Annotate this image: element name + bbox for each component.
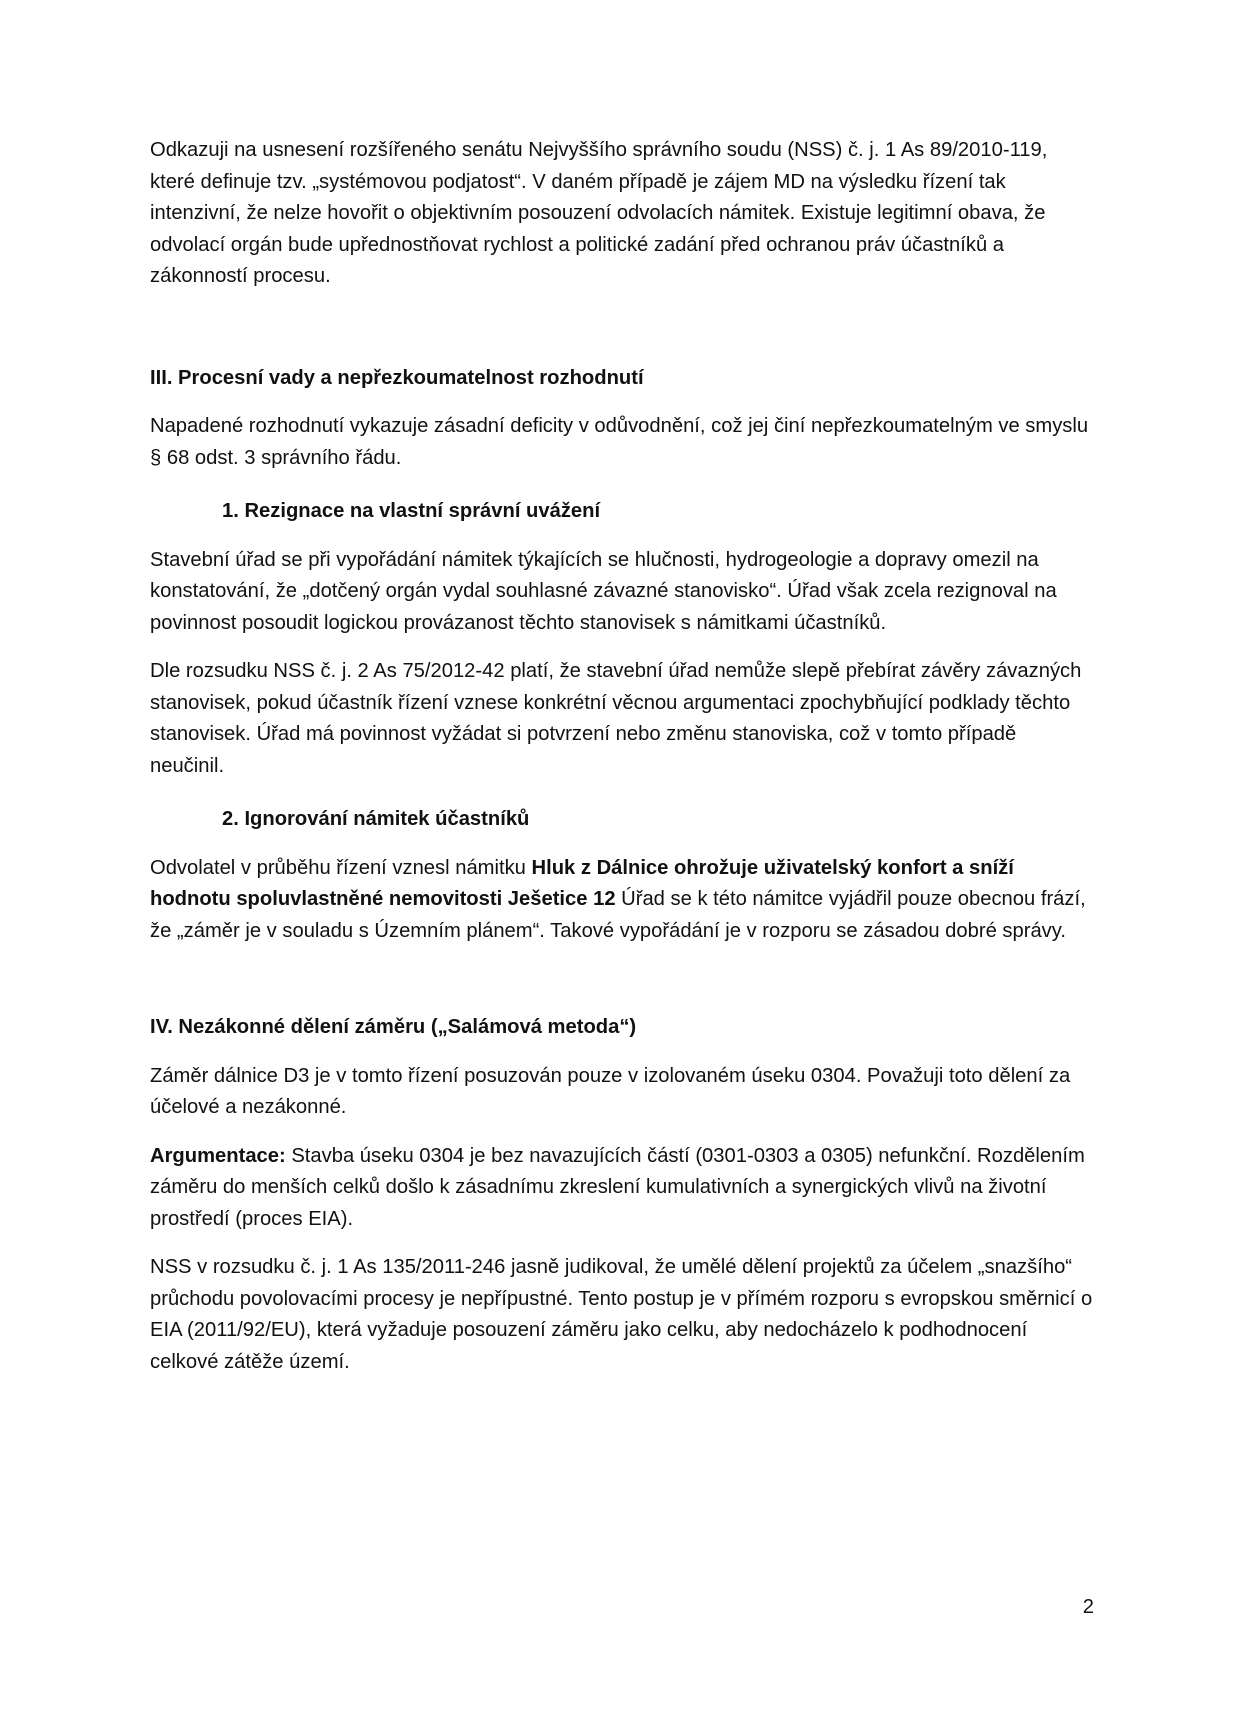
section-4-heading: IV. Nezákonné dělení záměru („Salámová metoda“) [150, 1016, 637, 1038]
section-3-heading: III. Procesní vady a nepřezkoumatelnost rozhodnutí [150, 366, 644, 389]
argument-text: Stavba úseku 0304 je bez navazujících částí (0301-0303 a 0305) nefunkční. Rozdělením záměru do menších celků došlo k zásadnímu zkreslení kumulativních a synergických vlivů na životní prostředí (proces EIA). [150, 1144, 1085, 1230]
section-4-paragraph-1: Záměr dálnice D3 je v tomto řízení posuzován pouze v izolovaném úseku 0304. Považuji toto dělení za účelové a nezákonné. [150, 1064, 1071, 1118]
argument-label: Argumentace: [150, 1144, 286, 1167]
objection-intro-text: Odvolatel v průběhu řízení vznesl námitku [150, 856, 532, 879]
document-page [150, 135, 1095, 1378]
objection-response-text: Úřad se k této námitce vyjádřil pouze obecnou frází, že „záměr je v souladu s Územním plánem“. Takové vypořádání je v rozporu se zásadou dobré správy. [150, 888, 1086, 942]
subsection-2-paragraph [150, 853, 1095, 948]
subsection-1-paragraph-1: Stavební úřad se při vypořádání námitek týkajících se hlučnosti, hydrogeologie a dopravy omezil na konstatování, že „dotčený orgán vydal souhlasné závazné stanovisko“. Úřad však zcela rezignoval na povinnost posoudit logickou provázanost těchto stanovisek s námitkami účastníků. [150, 548, 1057, 634]
subsection-1-heading: 1. Rezignace na vlastní správní uvážení [222, 500, 601, 522]
subsection-2-heading: 2. Ignorování námitek účastníků [222, 808, 530, 830]
section-3-intro: Napadené rozhodnutí vykazuje zásadní deficity v odůvodnění, což jej činí nepřezkoumatelným ve smyslu § 68 odst. 3 správního řádu. [150, 415, 1089, 469]
objection-quote: Hluk z Dálnice ohrožuje uživatelský konfort a sníží hodnotu spoluvlastněné nemovitosti Ješetice 12 [150, 856, 1014, 910]
intro-paragraph: Odkazuji na usnesení rozšířeného senátu Nejvyššího správního soudu (NSS) č. j. 1 As 89/2010-119, které definuje tzv. „systémovou podjatost“. V daném případě je zájem MD na výsledku řízení tak intenzivní, že nelze hovořit o objektivním posouzení odvolacích námitek. Existuje legitimní obava, že odvolací orgán bude upřednostňovat rychlost a politické zadání před ochranou práv účastníků a zákonností procesu. [150, 139, 1048, 287]
page-number: 2 [1082, 1596, 1094, 1618]
subsection-1-paragraph-2: Dle rozsudku NSS č. j. 2 As 75/2012-42 platí, že stavební úřad nemůže slepě přebírat závěry závazných stanovisek, pokud účastník řízení vznese konkrétní věcnou argumentaci zpochybňující podklady těchto stanovisek. Úřad má povinnost vyžádat si potvrzení nebo změnu stanoviska, což v tomto případě neučinil. [150, 660, 1082, 777]
section-4-paragraph-3: NSS v rozsudku č. j. 1 As 135/2011-246 jasně judikoval, že umělé dělení projektů za účelem „snazšího“ průchodu povolovacími procesy je nepřípustné. Tento postup je v přímém rozporu s evropskou směrnicí o EIA (2011/92/EU), která vyžaduje posouzení záměru jako celku, aby nedocházelo k podhodnocení celkové zátěže území. [150, 1256, 1093, 1373]
section-4-paragraph-2 [150, 1141, 1095, 1236]
